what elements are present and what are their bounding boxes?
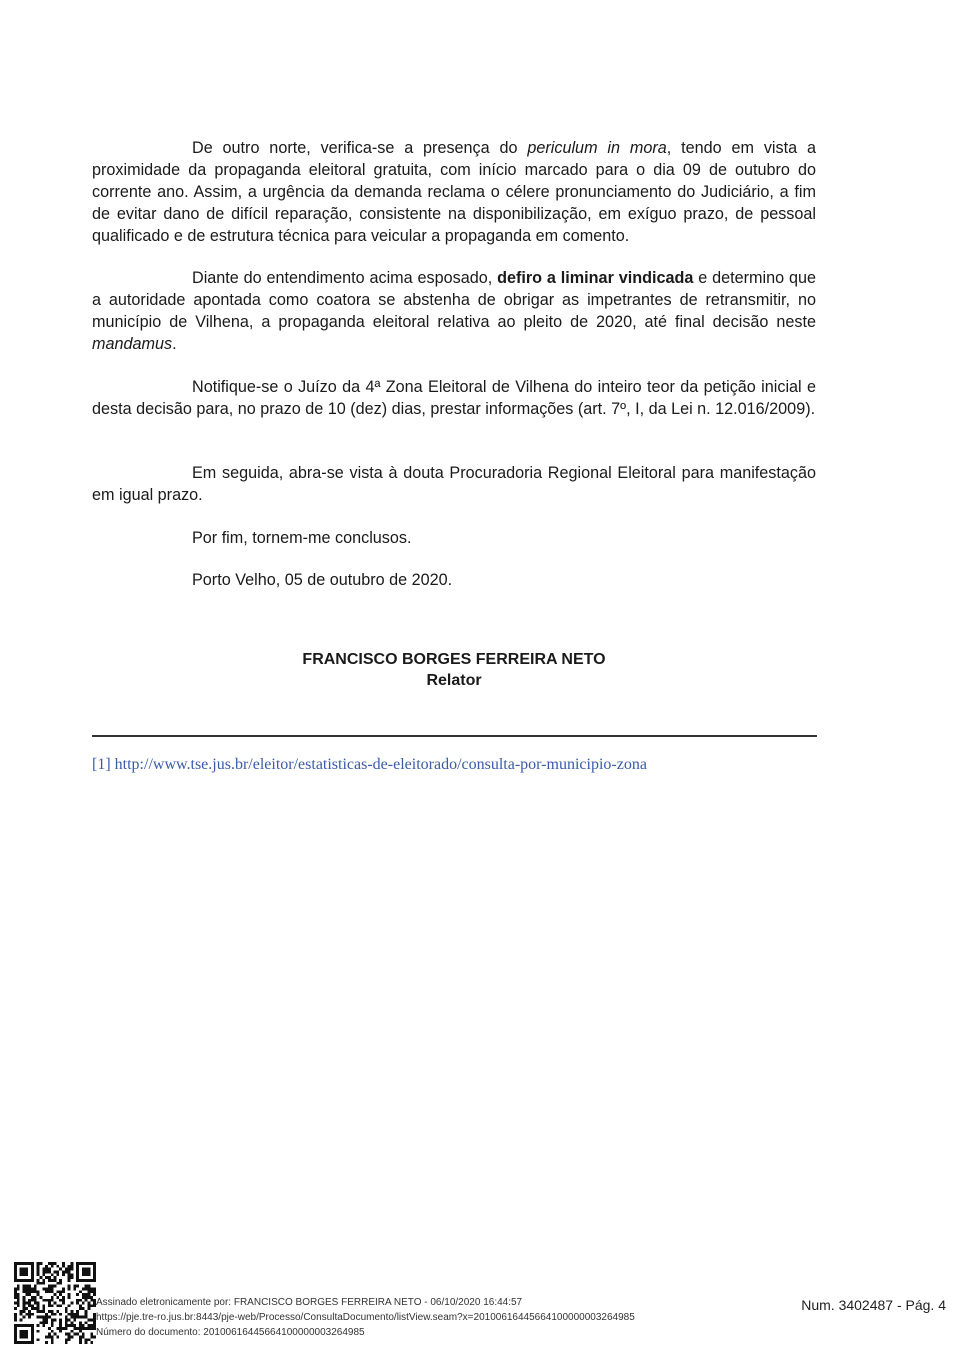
paragraph-procuradoria xyxy=(92,462,816,506)
paragraph-decision xyxy=(92,267,816,355)
decision-emphasis: defiro a liminar vindicada xyxy=(497,269,694,287)
paragraph-notification xyxy=(92,376,816,420)
signatory-name: FRANCISCO BORGES FERREIRA NETO xyxy=(302,651,606,668)
paragraph-text: , tendo em vista a proximidade da propaganda eleitoral gratuita, com início marcado para o dia 09 de outubro do corrente ano. Assim, a urgência da demanda reclama o célere pronunciamento do Judiciário, a fim de evitar dano de difícil reparação, consistente na disponibilização, em exíguo prazo, de pessoal qualificado e de estrutura técnica para veicular a propaganda em comento. xyxy=(92,139,816,245)
footnote-link[interactable]: [1] http://www.tse.jus.br/eleitor/estatisticas-de-eleitorado/consulta-por-municipio-zona xyxy=(92,756,647,773)
document-url-line[interactable]: https://pje.tre-ro.jus.br:8443/pje-web/Processo/ConsultaDocumento/listView.seam?x=20100616445664100000003264985 xyxy=(96,1312,635,1323)
paragraph-text: . xyxy=(172,335,177,353)
paragraph-text: Diante do entendimento acima esposado, xyxy=(192,269,498,287)
paragraph-text: Em seguida, abra-se vista à douta Procuradoria Regional Eleitoral para manifestação em igual prazo. xyxy=(92,464,816,504)
page-number: Num. 3402487 - Pág. 4 xyxy=(801,1297,946,1313)
paragraph-text: Notifique-se o Juízo da 4ª Zona Eleitoral de Vilhena do inteiro teor da petição inicial e desta decisão para, no prazo de 10 (dez) dias, prestar informações (art. 7º, I, da Lei n. 12.016/2009). xyxy=(92,378,816,418)
document-number-line: Número do documento: 20100616445664100000003264985 xyxy=(96,1327,365,1338)
paragraph-text: e determino que a autoridade apontada como coatora se abstenha de obrigar as impetrantes de retransmitir, no município de Vilhena, a propaganda eleitoral relativa ao pleito de 2020, até final decisão neste xyxy=(92,269,816,331)
place-date: Porto Velho, 05 de outubro de 2020. xyxy=(192,571,453,589)
paragraph-text: De outro norte, verifica-se a presença do xyxy=(192,139,528,157)
signatory-role: Relator xyxy=(426,672,482,689)
closing-line: Por fim, tornem-me conclusos. xyxy=(192,529,412,547)
footnote-divider xyxy=(92,735,817,737)
signed-by-line: Assinado eletronicamente por: FRANCISCO BORGES FERREIRA NETO - 06/10/2020 16:44:57 xyxy=(96,1297,523,1308)
qr-code-icon xyxy=(14,1262,96,1344)
latin-term: mandamus xyxy=(92,335,173,353)
latin-term: periculum in mora xyxy=(527,139,667,157)
paragraph-periculum xyxy=(92,137,816,247)
